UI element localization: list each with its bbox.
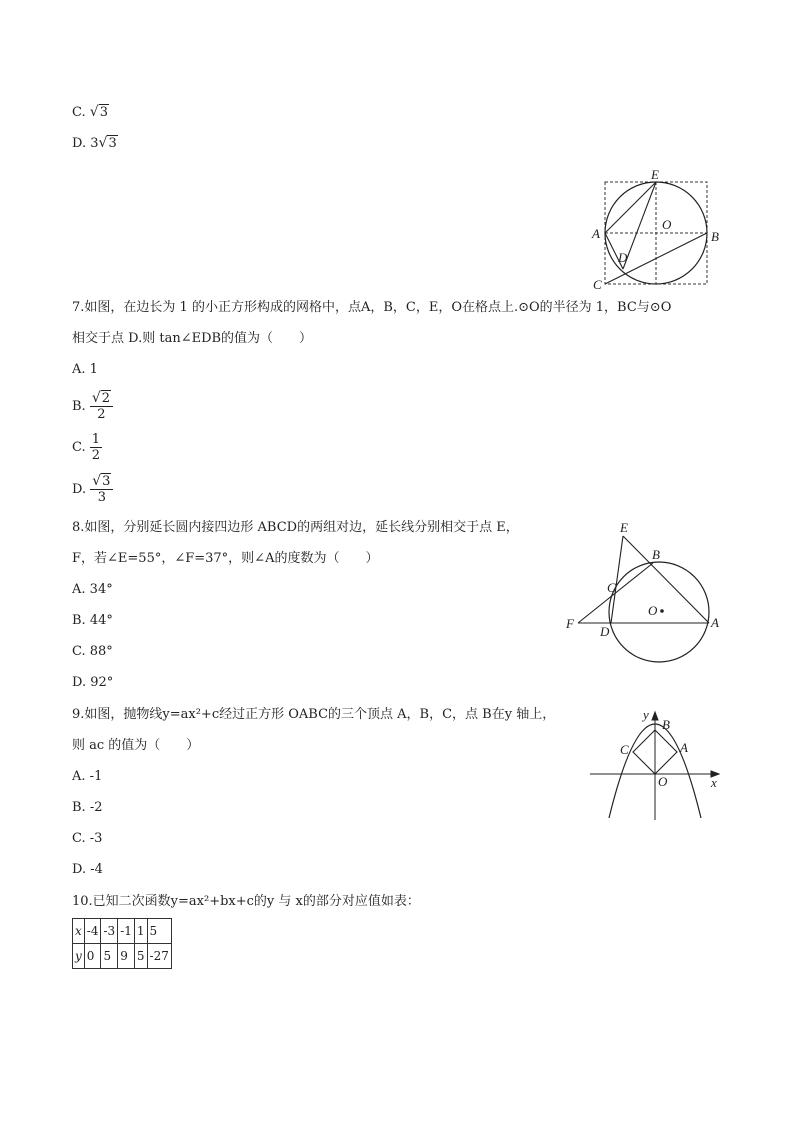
q8-option-a [72,581,113,599]
q9-option-c [72,830,102,848]
q9-option-d [72,861,103,879]
table-cell: 5 [147,919,171,944]
table-cell: -4 [84,919,101,944]
fraction: $\frac{√3}{3}$ [90,474,113,505]
table-cell: 1 [134,919,147,944]
label-b: B [652,547,660,562]
table-cell: 5 [101,944,118,969]
q7-option-b [72,390,113,424]
numerator: 1 [91,432,101,447]
label-a: A [592,226,600,241]
q8-stem-line2: F，若∠E=55°，∠F=37°，则∠A的度数为（ ） [72,551,379,566]
label-e: E [651,167,659,182]
q7-stem-line1: 7.如图，在边长为 1 的小正方形构成的网格中，点A，B，C，E，O在格点上.⊙O的半径为 1，BC与⊙O [72,300,672,315]
q9-stem-line1: 9.如图，抛物线y=ax²+c经过正方形 OABC的三个顶点 A，B，C，点 B在y 轴上， [72,707,556,722]
label-a: A [711,615,719,630]
option-text: -2 [89,800,103,815]
q10-stem: 10.已知二次函数y=ax²+bx+c的y 与 x的部分对应值如表： [72,894,420,909]
table-cell: 9 [118,944,135,969]
q8-figure [560,515,730,665]
option-label: B. [72,613,86,628]
label-e: E [620,520,628,535]
fraction: $\frac{√2}{2}$ [90,391,113,422]
q7-option-d [72,473,113,507]
option-label: A. [72,362,86,377]
label-y: y [643,707,649,722]
sqrt-expression: √3 [98,135,117,151]
radicand: 3 [108,136,117,151]
coefficient: 3 [90,136,99,151]
option-text: 92° [90,675,114,690]
table-cell: x [73,919,85,944]
table-row [73,944,172,969]
option-text: 88° [89,644,113,659]
table-cell: 5 [134,944,147,969]
circle-o [609,562,709,662]
fraction [90,432,102,463]
option-text: -4 [90,862,103,877]
option-text: 34° [89,582,113,597]
option-label: B. [72,399,86,414]
sqrt-expression: √3 [89,104,108,120]
option-label: C. [72,440,86,455]
q9-stem-line2: 则 ac 的值为（ ） [72,738,200,753]
option-label: A. [72,769,86,784]
q6-option-d [72,134,118,153]
option-label: C. [72,105,86,120]
option-text: 44° [89,613,113,628]
q8-stem-line1: 8.如图，分别延长圆内接四边形 ABCD的两组对边，延长线分别相交于点 E， [72,520,519,535]
option-text: -1 [89,769,103,784]
option-label: D. [72,675,87,690]
center-dot [660,609,664,613]
q7-option-a [72,361,98,379]
option-label: B. [72,800,86,815]
option-text: 1 [89,362,98,377]
q8-option-c [72,643,113,661]
table-cell: -3 [101,919,118,944]
q9-option-b [72,799,103,817]
label-o: O [658,774,668,789]
label-c: C [593,277,602,290]
label-c: C [607,580,616,595]
table-cell: 0 [84,944,101,969]
option-text: -3 [89,831,103,846]
table-cell: -27 [147,944,171,969]
label-d: D [600,624,610,639]
q7-stem-line2: 相交于点 D.则 tan∠EDB的值为（ ） [72,331,313,346]
radicand: 3 [99,105,108,120]
radicand: 3 [102,474,111,489]
q9-option-a [72,768,102,786]
q7-figure [585,165,725,290]
label-x: x [711,775,717,790]
q8-option-d [72,674,113,692]
option-label: D. [72,482,87,497]
label-b: B [711,229,719,244]
option-label: D. [72,136,87,151]
label-b: B [662,717,670,732]
label-o: O [662,217,672,232]
y-axis-arrow [652,712,658,720]
denominator: 3 [97,490,106,505]
label-f: F [566,616,574,631]
label-a: A [680,740,688,755]
table-row [73,919,172,944]
option-label: C. [72,831,86,846]
values-table [72,918,172,969]
q6-option-c [72,103,109,122]
q8-option-b [72,612,113,630]
q7-option-c [72,431,102,465]
q9-figure [585,700,730,825]
label-o: O [648,603,658,618]
option-label: D. [72,862,87,877]
denominator: 2 [97,407,106,422]
option-label: A. [72,582,86,597]
denominator: 2 [91,448,101,463]
option-label: C. [72,644,86,659]
label-c: C [620,742,629,757]
radicand: 2 [101,391,111,406]
table-cell: -1 [118,919,135,944]
table-cell: y [73,944,85,969]
label-d: D [618,250,628,265]
